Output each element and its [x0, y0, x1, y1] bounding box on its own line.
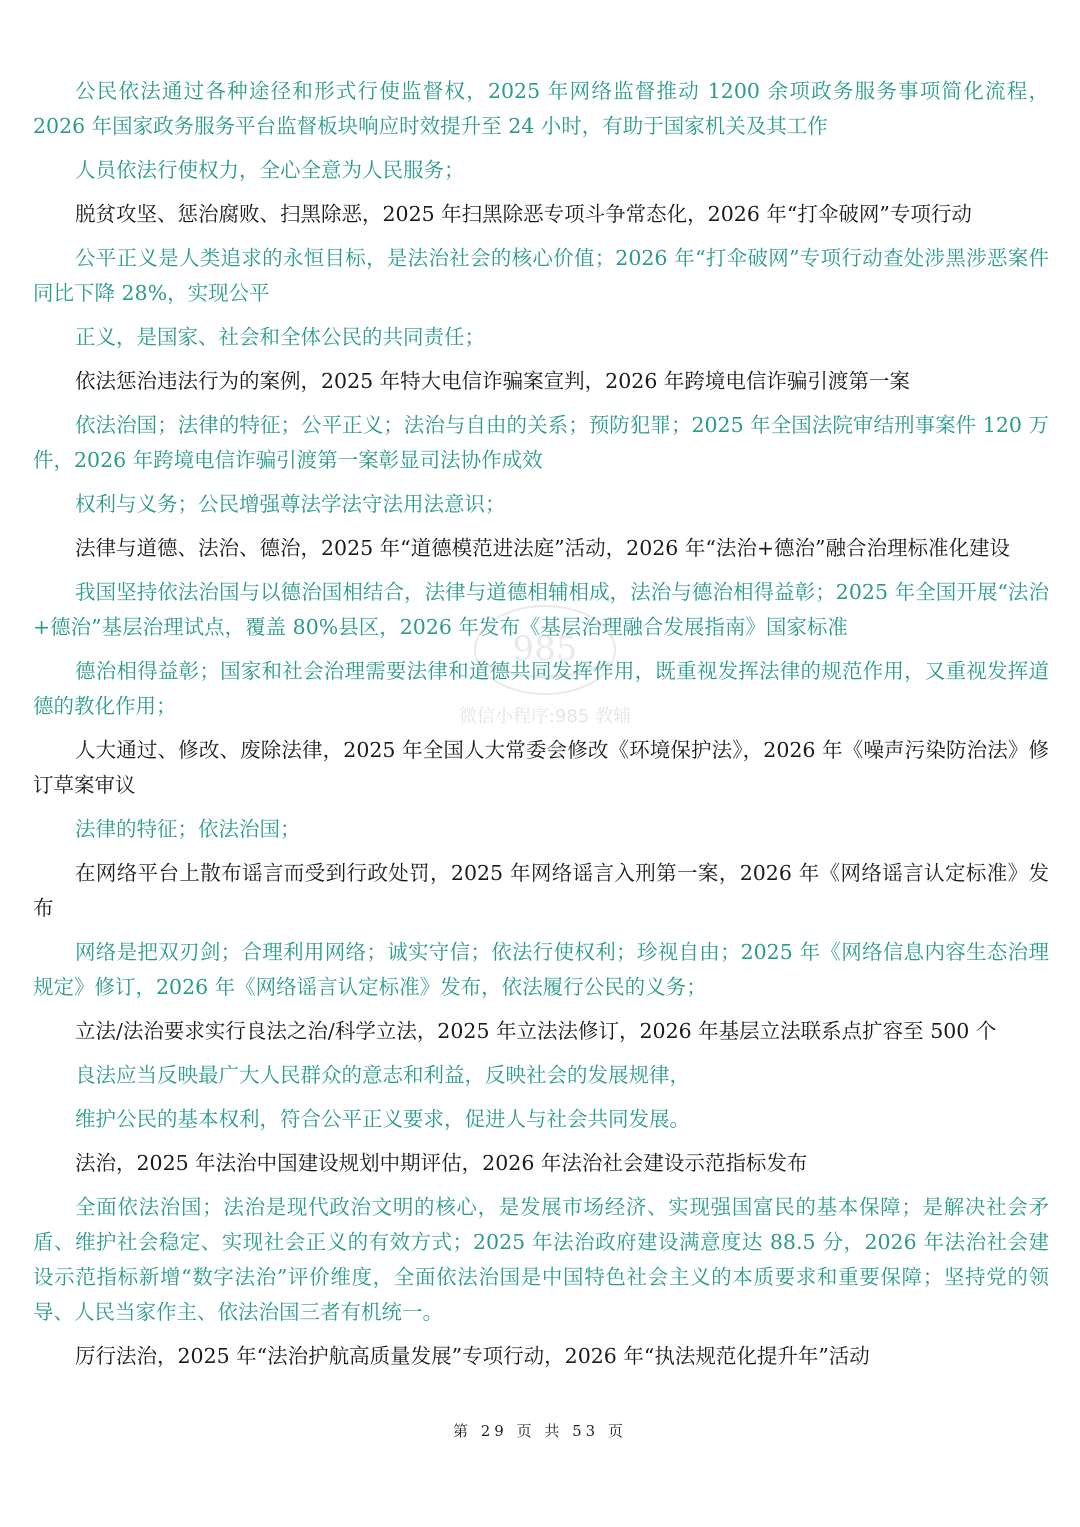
- paragraph-black: 人大通过、修改、废除法律，2025 年全国人大常委会修改《环境保护法》，2026 年《噪声污染防治法》修订草案审议: [33, 738, 1049, 797]
- paragraph-black: 在网络平台上散布谣言而受到行政处罚，2025 年网络谣言入刑第一案，2026 年《网络谣言认定标准》发布: [33, 861, 1049, 920]
- paragraph-teal: 依法治国；法律的特征；公平正义；法治与自由的关系；预防犯罪；2025 年全国法院审结刑事案件 120 万件，2026 年跨境电信诈骗引渡第一案彰显司法协作成效: [33, 413, 1049, 472]
- paragraph-black: 厉行法治，2025 年“法治护航高质量发展”专项行动，2026 年“执法规范化提升年”活动: [75, 1344, 870, 1368]
- paragraph-teal: 公民依法通过各种途径和形式行使监督权，2025 年网络监督推动 1200 余项政务服务事项简化流程，2026 年国家政务服务平台监督板块响应时效提升至 24 小时，有助于国家机关及其工作: [33, 79, 1049, 138]
- paragraph-teal: 全面依法治国；法治是现代政治文明的核心，是发展市场经济、实现强国富民的基本保障；是解决社会矛盾、维护社会稳定、实现社会正义的有效方式；2025 年法治政府建设满意度达 88.5 分，2026 年法治社会建设示范指标新增“数字法治”评价维度，全面依法治国是中国特色社会主义的本质要求和重要保障；坚持党的领导、人民当家作主、依法治国三者有机统一。: [33, 1195, 1049, 1324]
- paragraph-black: 脱贫攻坚、惩治腐败、扫黑除恶，2025 年扫黑除恶专项斗争常态化，2026 年“打伞破网”专项行动: [75, 202, 972, 226]
- page-footer: 第 29 页 共 53 页: [452, 1422, 627, 1440]
- paragraph-teal: 良法应当反映最广大人民群众的意志和利益，反映社会的发展规律，: [75, 1063, 690, 1087]
- paragraph-black: 法治，2025 年法治中国建设规划中期评估，2026 年法治社会建设示范指标发布: [75, 1151, 808, 1175]
- paragraph-teal: 正义，是国家、社会和全体公民的共同责任；: [75, 325, 485, 349]
- paragraph-teal: 法律的特征；依法治国；: [75, 817, 301, 841]
- document-body: [33, 74, 1049, 1383]
- paragraph-black: 依法惩治违法行为的案例，2025 年特大电信诈骗案宣判，2026 年跨境电信诈骗引渡第一案: [75, 369, 910, 393]
- paragraph-teal: 德治相得益彰；国家和社会治理需要法律和道德共同发挥作用，既重视发挥法律的规范作用，又重视发挥道德的教化作用；: [33, 659, 1049, 718]
- paragraph-teal: 网络是把双刃剑；合理利用网络；诚实守信；依法行使权利；珍视自由；2025 年《网络信息内容生态治理规定》修订，2026 年《网络谣言认定标准》发布，依法履行公民的义务；: [33, 940, 1049, 999]
- paragraph-black: 立法/法治要求实行良法之治/科学立法，2025 年立法法修订，2026 年基层立法联系点扩容至 500 个: [75, 1019, 997, 1043]
- watermark-text: 微信小程序:985 教辅: [458, 706, 632, 727]
- paragraph-teal: 我国坚持依法治国与以德治国相结合，法律与道德相辅相成，法治与德治相得益彰；2025 年全国开展“法治+德治”基层治理试点，覆盖 80%县区，2026 年发布《基层治理融合发展指南》国家标准: [33, 580, 1049, 639]
- paragraph-teal: 权利与义务；公民增强尊法学法守法用法意识；: [75, 492, 506, 516]
- watermark-logo-text: 985: [512, 629, 578, 669]
- paragraph-teal: 公平正义是人类追求的永恒目标，是法治社会的核心价值；2026 年“打伞破网”专项行动查处涉黑涉恶案件同比下降 28%，实现公平: [33, 246, 1049, 305]
- paragraph-teal: 人员依法行使权力，全心全意为人民服务；: [75, 158, 465, 182]
- paragraph-teal: 维护公民的基本权利，符合公平正义要求，促进人与社会共同发展。: [75, 1107, 690, 1131]
- paragraph-black: 法律与道德、法治、德治，2025 年“道德模范进法庭”活动，2026 年“法治+德治”融合治理标准化建设: [75, 536, 1010, 560]
